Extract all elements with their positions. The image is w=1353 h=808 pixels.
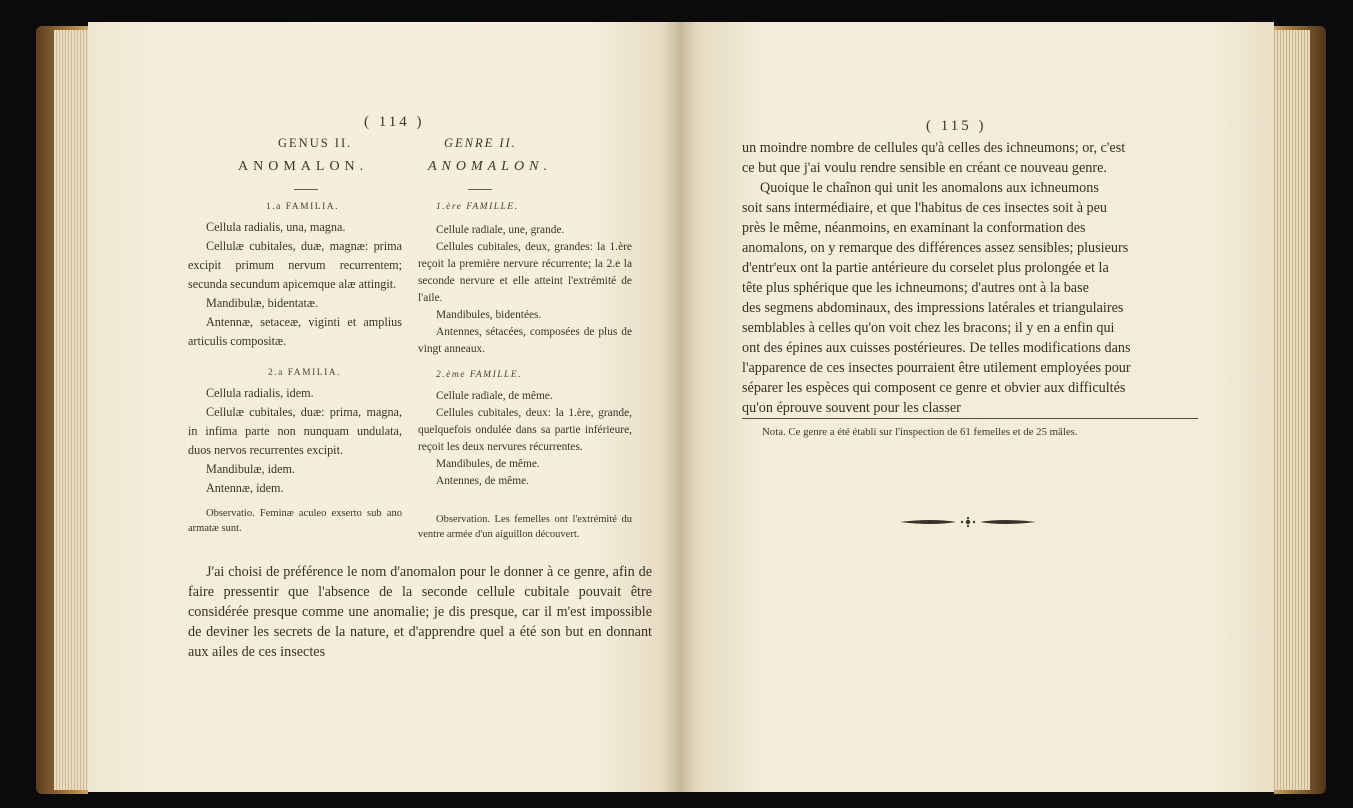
latin-f2-line: Antennæ, idem. xyxy=(206,481,284,495)
observation-french-text: Observation. Les femelles ont l'extrémité du ventre armée d'un aiguillon découvert. xyxy=(418,514,632,540)
right-body-line: soit sans intermédiaire, et que l'habitus de ces insectes soit à peu xyxy=(742,200,1108,216)
right-body-line: l'apparence de ces insectes pourraient être utilement employées pour xyxy=(742,360,1131,376)
french-f1-line: Cellule radiale, une, grande. xyxy=(436,224,565,236)
right-body-paragraph xyxy=(742,138,1202,418)
latin-f1-line: Antennæ, setaceæ, viginti et amplius articulis compositæ. xyxy=(188,315,402,348)
right-body-line: tête plus sphérique que les ichneumons; d'autres ont à la base xyxy=(742,280,1089,296)
right-body-line: ce but que j'ai voulu rendre sensible en créant ce nouveau genre. xyxy=(742,160,1107,176)
right-body-line: Quoique le chaînon qui unit les anomalons aux ichneumons xyxy=(760,180,1099,196)
french-f2-line: Antennes, de même. xyxy=(436,475,529,487)
french-f2-line: Mandibules, de même. xyxy=(436,458,540,470)
familia-1-heading: 1.a FAMILIA. xyxy=(266,202,339,212)
latin-family-2-text xyxy=(188,384,402,498)
footnote-separator xyxy=(742,418,1198,419)
right-body-line: près le même, néanmoins, en examinant la conformation des xyxy=(742,220,1086,236)
page-number-114: ( 114 ) xyxy=(364,114,425,130)
left-page xyxy=(88,22,680,792)
anomalon-latin-heading: ANOMALON. xyxy=(238,159,369,174)
right-body-line: séparer les espèces qui composent ce genre et obvier aux difficultés xyxy=(742,380,1126,396)
french-f2-line: Cellule radiale, de même. xyxy=(436,390,553,402)
right-body-line: ont des épines aux cuisses postérieures. De telles modifications dans xyxy=(742,340,1131,356)
latin-family-1-text xyxy=(188,218,402,351)
right-body-line: des segmens abdominaux, des impressions latérales et triangulaires xyxy=(742,300,1124,316)
left-body-text: J'ai choisi de préférence le nom d'anomalon pour le donner à ce genre, afin de faire pressentir que l'absence de la seconde cellule cubitale pouvait être considérée presque comme une anomalie; je dis presque, car il m'est impossible de deviner les secrets de la nature, et d'apprendre quel a été son but en donnant aux ailes de ces insectes xyxy=(188,564,652,660)
observatio-latin-text: Observatio. Feminæ aculeo exserto sub ano armatæ sunt. xyxy=(188,508,402,534)
famille-2-heading: 2.ème FAMILLE. xyxy=(436,370,522,380)
observatio-latin xyxy=(188,506,402,536)
left-body-paragraph xyxy=(188,562,652,662)
right-body-line: qu'on éprouve souvent pour les classer xyxy=(742,400,961,416)
latin-f1-line: Cellulæ cubitales, duæ, magnæ: prima excipit primum nervum recurrentem; secunda secundum apicemque alæ attingit. xyxy=(188,239,402,291)
famille-1-heading: 1.ère FAMILLE. xyxy=(436,202,519,212)
nota-footnote: Nota. Ce genre a été établi sur l'inspection de 61 femelles et de 25 mâles. xyxy=(762,426,1078,438)
french-f1-line: Mandibules, bidentées. xyxy=(436,309,542,321)
right-body-line: d'entr'eux ont la partie antérieure du corselet plus prolongée et la xyxy=(742,260,1109,276)
right-body-line: anomalons, on y remarque des différences assez sensibles; plusieurs xyxy=(742,240,1129,256)
latin-f2-line: Cellula radialis, idem. xyxy=(206,386,314,400)
observation-french xyxy=(418,512,632,542)
genre-french-heading: GENRE II. xyxy=(444,136,517,150)
familia-2-heading: 2.a FAMILIA. xyxy=(268,368,341,378)
right-body-line: un moindre nombre de cellules qu'à celles des ichneumons; or, c'est xyxy=(742,140,1126,156)
latin-f2-line: Cellulæ cubitales, duæ: prima, magna, in infima parte non nunquam undulata, duos nervos recurrentes excipit. xyxy=(188,405,402,457)
french-f1-line: Antennes, sétacées, composées de plus de vingt anneaux. xyxy=(418,326,632,355)
open-book xyxy=(36,16,1326,794)
ornament-icon xyxy=(898,516,1038,528)
french-f2-line: Cellules cubitales, deux: la 1.ère, grande, quelquefois ondulée dans sa partie inférieure, reçoit les deux nervures récurrentes. xyxy=(418,407,632,453)
french-family-2-text xyxy=(418,388,632,490)
genus-latin-heading: GENUS II. xyxy=(278,136,353,150)
right-page xyxy=(680,22,1274,792)
divider xyxy=(468,189,492,190)
latin-f1-line: Mandibulæ, bidentatæ. xyxy=(206,296,319,310)
latin-f2-line: Mandibulæ, idem. xyxy=(206,462,296,476)
french-family-1-text xyxy=(418,222,632,358)
right-body-line: semblables à celles qu'on voit chez les bracons; il y en a enfin qui xyxy=(742,320,1115,336)
latin-f1-line: Cellula radialis, una, magna. xyxy=(206,220,346,234)
french-f1-line: Cellules cubitales, deux, grandes: la 1.ère reçoit la première nervure récurrente; la 2.e la seconde nervure et elle atteint l'extrémité de l'aile. xyxy=(418,241,632,304)
anomalon-french-heading: ANOMALON. xyxy=(428,159,552,174)
page-number-115: ( 115 ) xyxy=(926,118,987,134)
divider xyxy=(294,189,318,190)
